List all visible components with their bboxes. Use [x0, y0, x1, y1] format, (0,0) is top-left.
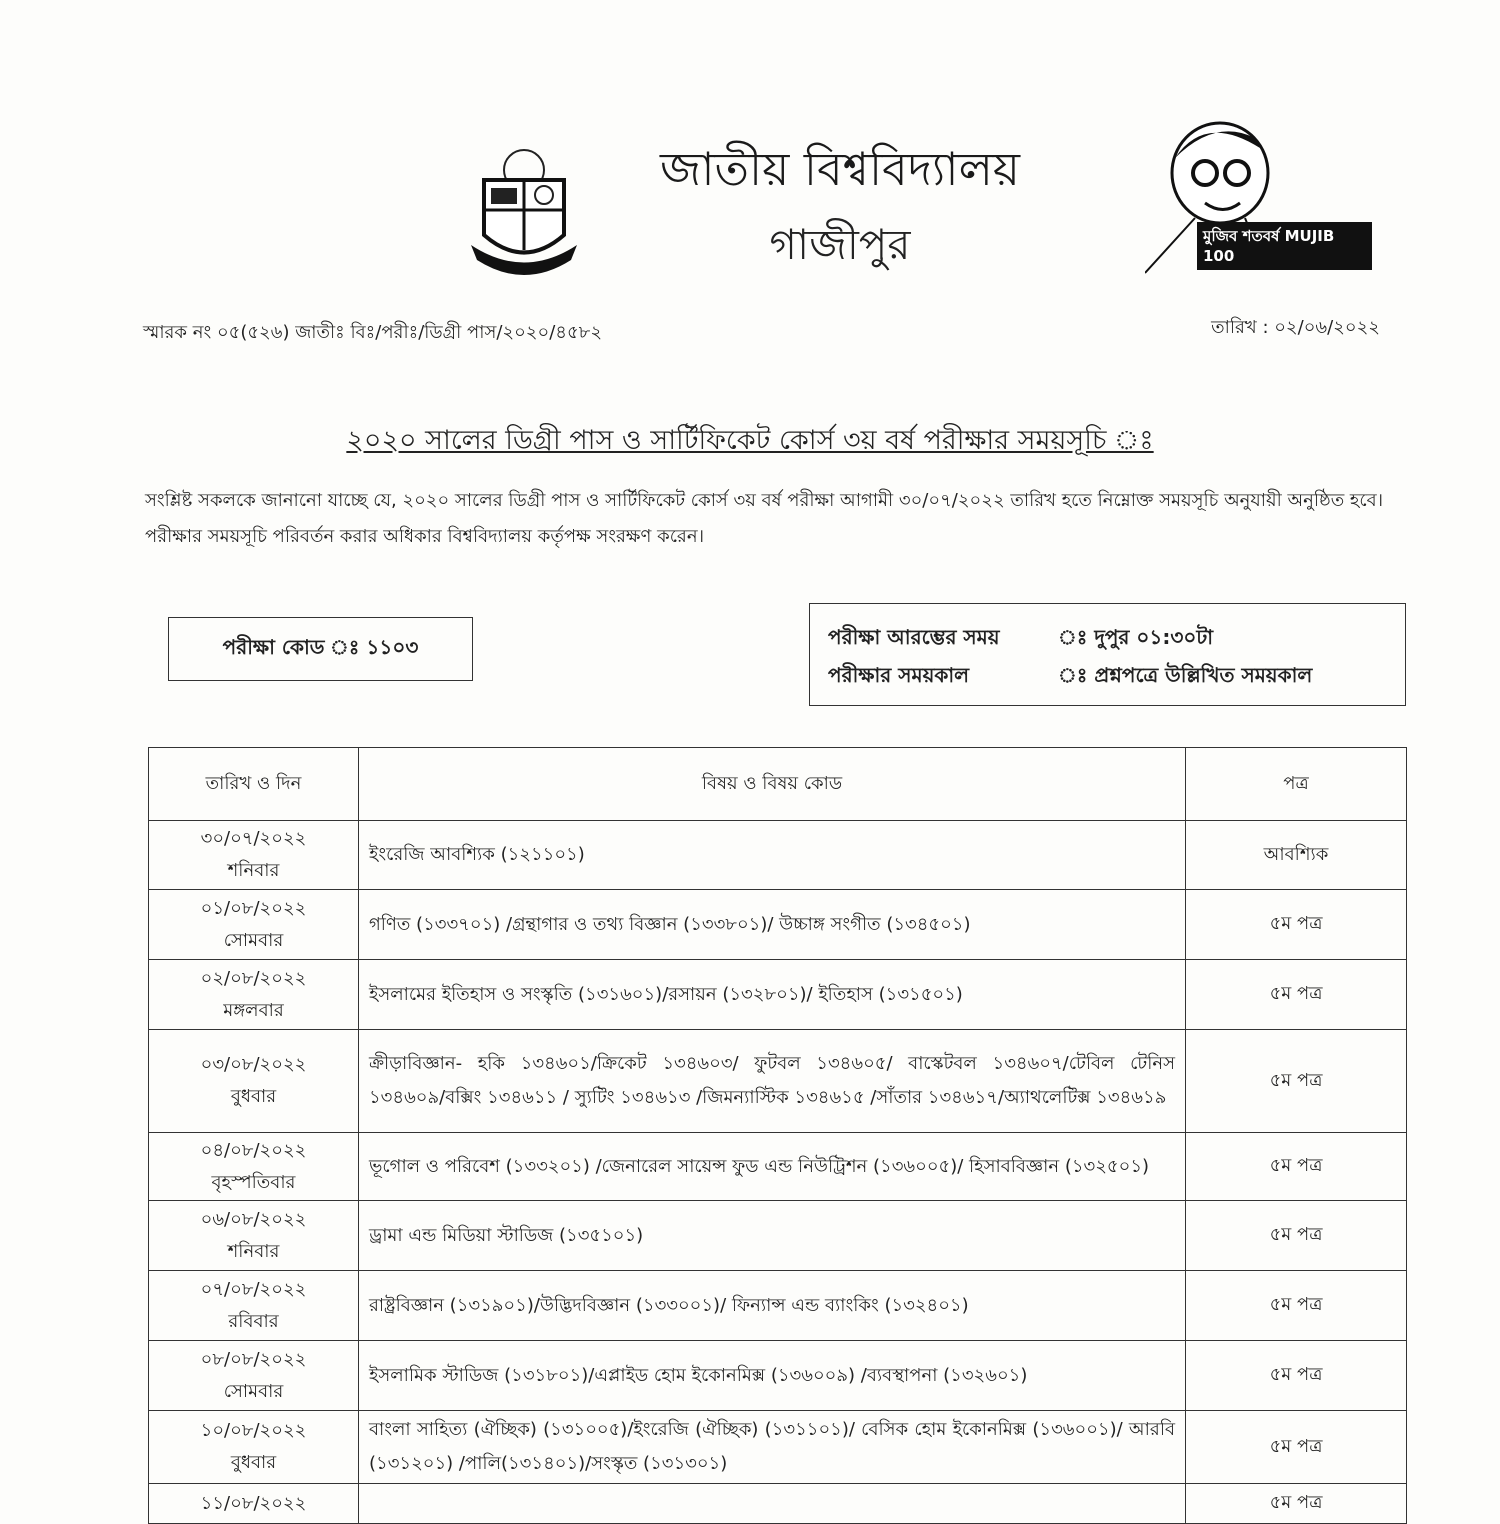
intro-paragraph: সংশ্লিষ্ট সকলকে জানানো যাচ্ছে যে, ২০২০ সালের ডিগ্রী পাস ও সার্টিফিকেট কোর্স ৩য় বর্ষ পরীক্ষা আগামী ৩০/০৭/২০২২ তারিখ হতে নিম্নোক্ত সময়সূচি অনুযায়ী অনুষ্ঠিত হবে। পরীক্ষার সময়সূচি পরিবর্তন করার অধিকার বিশ্ববিদ্যালয় কর্তৃপক্ষ সংরক্ষণ করেন।: [145, 490, 1384, 547]
exam-date: ০৭/০৮/২০২২: [200, 1278, 307, 1300]
paper-cell: আবশ্যিক: [1186, 821, 1407, 890]
paper-cell: ৫ম পত্র: [1186, 960, 1407, 1030]
header-date: তারিখ ও দিন: [149, 748, 359, 821]
subject-cell: ইসলামিক স্টাডিজ (১৩১৮০১)/এপ্লাইড হোম ইকোনমিক্স (১৩৬০০৯) /ব্যবস্থাপনা (১৩২৬০১): [359, 1341, 1186, 1411]
memo-number: স্মারক নং ০৫(৫২৬) জাতীঃ বিঃ/পরীঃ/ডিগ্রী পাস/২০২০/৪৫৮২: [143, 322, 603, 343]
date-cell: [149, 960, 359, 1030]
exam-date: ০৩/০৮/২০২২: [200, 1054, 307, 1075]
table-row: [149, 1030, 1407, 1133]
duration-label: পরীক্ষার সময়কাল: [828, 663, 970, 687]
subject-cell: [359, 1484, 1186, 1524]
paper-cell: ৫ম পত্র: [1186, 1484, 1407, 1524]
exam-date: ০২/০৮/২০২২: [200, 967, 307, 989]
table-row: [149, 821, 1407, 890]
subject-cell: ড্রামা এন্ড মিডিয়া স্টাডিজ (১৩৫১০১): [359, 1201, 1186, 1271]
page-title: [0, 420, 1500, 465]
subject-cell: ইংরেজি আবশ্যিক (১২১১০১): [359, 821, 1186, 890]
date-cell: [149, 1133, 359, 1201]
exam-day: মঙ্গলবার: [223, 999, 284, 1021]
title-text: ২০২০ সালের ডিগ্রী পাস ও সার্টিফিকেট কোর্স ৩য় বর্ষ পরীক্ষার সময়সূচি ঃ: [346, 425, 1154, 456]
paper-cell: ৫ম পত্র: [1186, 1341, 1407, 1411]
exam-day: বুধবার: [230, 1086, 277, 1107]
paper-cell: ৫ম পত্র: [1186, 890, 1407, 960]
table-row: [149, 1411, 1407, 1484]
table-row: [149, 1341, 1407, 1411]
exam-date: ০১/০৮/২০২২: [200, 897, 307, 919]
table-row: [149, 1271, 1407, 1341]
table-row: [149, 890, 1407, 960]
paper-cell: ৫ম পত্র: [1186, 1133, 1407, 1201]
table-row: [149, 1484, 1407, 1524]
paper-cell: ৫ম পত্র: [1186, 1030, 1407, 1133]
exam-day: সোমবার: [223, 1380, 284, 1402]
issue-date: তারিখ : ০২/০৬/২০২২: [1211, 317, 1380, 338]
subject-cell: ক্রীড়াবিজ্ঞান- হকি ১৩৪৬০১/ক্রিকেট ১৩৪৬০৩/ ফুটবল ১৩৪৬০৫/ বাস্কেটবল ১৩৪৬০৭/টেবিল টেনিস ১৩৪৬০৯/বক্সিং ১৩৪৬১১ / স্যুটিং ১৩৪৬১৩ /জিমন্যাস্টিক ১৩৪৬১৫ /সাঁতার ১৩৪৬১৭/অ্যাথলেটিক্স ১৩৪৬১৯: [359, 1030, 1186, 1133]
header-subject: বিষয় ও বিষয় কোড: [359, 748, 1186, 821]
exam-timing-box: [809, 603, 1406, 706]
start-time-value: ঃ দুপুর ০১:৩০টা: [1058, 625, 1214, 649]
exam-day: বুধবার: [230, 1452, 277, 1473]
paper-cell: ৫ম পত্র: [1186, 1271, 1407, 1341]
mujib-logo-text: মুজিব শতবর্ষ MUJIB 100: [1197, 222, 1372, 270]
exam-day: বৃহস্পতিবার: [211, 1171, 296, 1193]
university-name: জাতীয় বিশ্ববিদ্যালয়: [660, 142, 1020, 196]
date-cell: [149, 1030, 359, 1133]
exam-date: ০৬/০৮/২০২২: [200, 1208, 307, 1230]
exam-date: ০৮/০৮/২০২২: [200, 1348, 307, 1370]
subject-cell: ইসলামের ইতিহাস ও সংস্কৃতি (১৩১৬০১)/রসায়ন (১৩২৮০১)/ ইতিহাস (১৩১৫০১): [359, 960, 1186, 1030]
paper-cell: ৫ম পত্র: [1186, 1411, 1407, 1484]
date-cell: [149, 1201, 359, 1271]
exam-date: ১০/০৮/২০২২: [200, 1420, 307, 1441]
subject-cell: বাংলা সাহিত্য (ঐচ্ছিক) (১৩১০০৫)/ইংরেজি (ঐচ্ছিক) (১৩১১০১)/ বেসিক হোম ইকোনমিক্স (১৩৬০০১)/ আরবি (১৩১২০১) /পালি(১৩১৪০১)/সংস্কৃত (১৩১৩০১): [359, 1411, 1186, 1484]
subject-cell: গণিত (১৩৩৭০১) /গ্রন্থাগার ও তথ্য বিজ্ঞান (১৩৩৮০১)/ উচ্চাঙ্গ সংগীত (১৩৪৫০১): [359, 890, 1186, 960]
duration-value: ঃ প্রশ্নপত্রে উল্লিখিত সময়কাল: [1058, 663, 1313, 687]
date-cell: [149, 1341, 359, 1411]
date-cell: [149, 821, 359, 890]
start-time-label: পরীক্ষা আরম্ভের সময়: [828, 625, 1000, 649]
exam-date: ৩০/০৭/২০২২: [200, 828, 307, 849]
university-logo: [466, 140, 582, 279]
exam-schedule-table: [148, 747, 1407, 1524]
university-city: গাজীপুর: [769, 220, 911, 269]
date-cell: [149, 890, 359, 960]
table-header-row: [149, 748, 1407, 821]
header-paper: পত্র: [1186, 748, 1407, 821]
exam-date: ১১/০৮/২০২২: [200, 1492, 307, 1514]
date-cell: [149, 1484, 359, 1524]
exam-day: শনিবার: [227, 860, 280, 881]
table-row: [149, 1201, 1407, 1271]
date-cell: [149, 1271, 359, 1341]
exam-date: ০৪/০৮/২০২২: [200, 1139, 307, 1161]
exam-day: রবিবার: [228, 1310, 279, 1332]
date-cell: [149, 1411, 359, 1484]
exam-day: শনিবার: [227, 1240, 280, 1262]
table-row: [149, 1133, 1407, 1201]
subject-cell: রাষ্ট্রবিজ্ঞান (১৩১৯০১)/উদ্ভিদবিজ্ঞান (১৩৩০০১)/ ফিন্যান্স এন্ড ব্যাংকিং (১৩২৪০১): [359, 1271, 1186, 1341]
paper-cell: ৫ম পত্র: [1186, 1201, 1407, 1271]
table-row: [149, 960, 1407, 1030]
subject-cell: ভূগোল ও পরিবেশ (১৩৩২০১) /জেনারেল সায়েন্স ফুড এন্ড নিউট্রিশন (১৩৬০০৫)/ হিসাববিজ্ঞান (১৩২৫০১): [359, 1133, 1186, 1201]
exam-day: সোমবার: [223, 929, 284, 951]
exam-code-box: পরীক্ষা কোড ঃ ১১০৩: [168, 617, 473, 681]
